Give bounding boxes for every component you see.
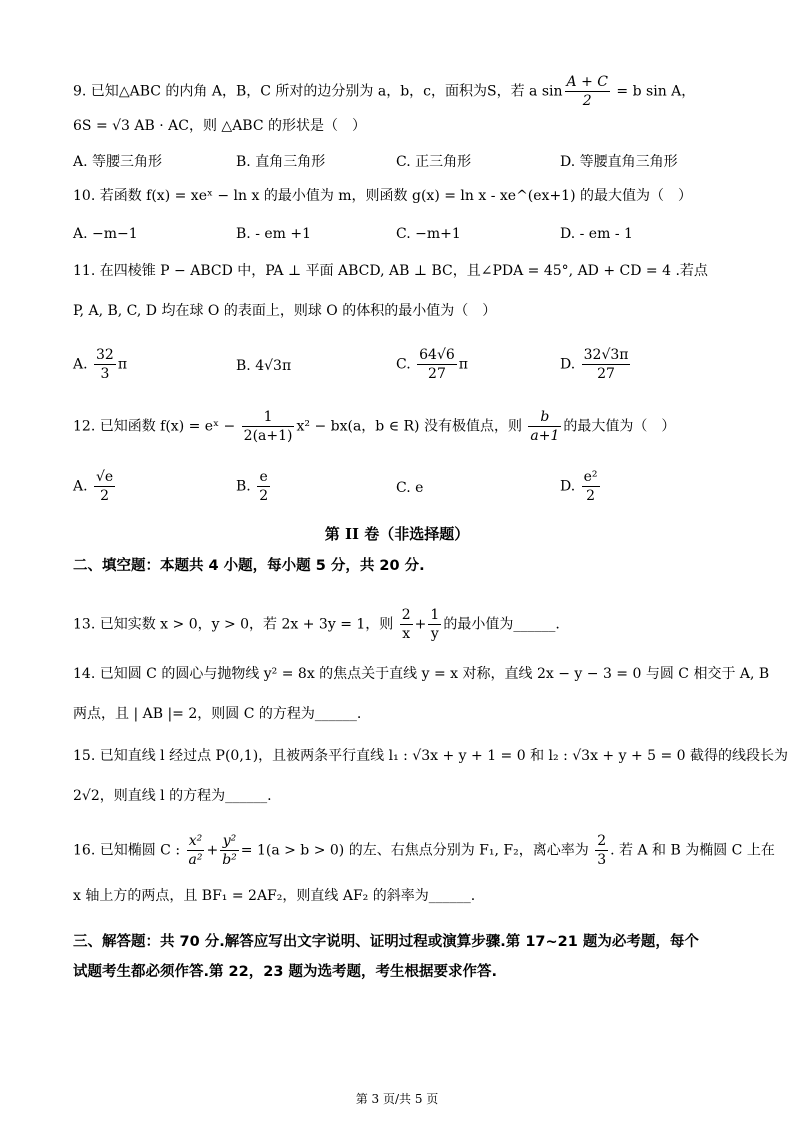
q9-option-a: A. 等腰三角形 [73, 154, 163, 170]
section2-heading: 二、填空题：本题共 4 小题，每小题 5 分，共 20 分. [73, 558, 425, 574]
q15-line1: 15. 已知直线 l 经过点 P(0,1)，且被两条平行直线 l₁ : √3x + y + 1 = 0 和 l₂ : √3x + y + 5 = 0 截得的线段长为 [73, 748, 789, 764]
q11-option-a: A. $\frac{32}{3}$ π [73, 347, 128, 382]
section3-line2: 试题考生都必须作答.第 22，23 题为选考题，考生根据要求作答. [73, 964, 497, 980]
q10-option-a: A. −m−1 [73, 226, 138, 242]
q9-line2: 6S = √3 AB · AC，则 △ABC 的形状是（ ） [73, 118, 367, 134]
q13-stem: 13. 已知实数 x > 0，y > 0，若 2x + 3y = 1，则 $\frac{2}{x}$ + $\frac{1}{y}$ 的最小值为______. [73, 607, 560, 642]
q10-option-b: B. - em +1 [236, 226, 312, 242]
q12-fraction-1: $\frac{1}{2(a+1)}$ [243, 409, 293, 444]
q9-triangle: △ABC [118, 83, 161, 100]
q9-option-b: B. 直角三角形 [236, 154, 326, 170]
q11-line1: 11. 在四棱锥 P − ABCD 中，PA ⊥ 平面 ABCD, AB ⊥ BC，且∠PDA = 45°, AD + CD = 4 .若点 [73, 263, 708, 279]
q9-mid: 的内角 A，B，C 所对的边分别为 a，b，c，面积为S，若 a sin [160, 83, 563, 100]
q9-suffix: = b sin A， [611, 83, 696, 100]
q12-option-d: D. $\frac{\text{e²}}{2}$ [560, 469, 598, 504]
q15-line2: 2√2，则直线 l 的方程为______. [73, 788, 272, 804]
q12-stem: 12. 已知函数 f(x) = eˣ − $\frac{1}{2(a+1)}$ x² − bx(a，b ∈ R) 没有极值点，则 $\frac{b}{a+1}$ 的最大值为（ ） [73, 409, 676, 444]
q9-line1 [73, 73, 695, 110]
q16-line2: x 轴上方的两点，且 BF₁ = 2AF₂，则直线 AF₂ 的斜率为______. [73, 888, 476, 904]
q9-prefix: 9. 已知 [73, 83, 119, 100]
q12-option-b: B. $\frac{e}{2}$ [236, 469, 269, 504]
q11-option-d: D. $\frac{32√3\pi}{27}$ [560, 347, 629, 382]
q12-option-c: C. e [396, 480, 424, 496]
q11-option-b: B. 4√3π [236, 358, 292, 374]
q11-c-fraction: $\frac{64√6}{27}$ [419, 347, 455, 382]
page-footer: 第 3 页/共 5 页 [355, 1092, 439, 1106]
part2-title: 第 II 卷（非选择题） [324, 525, 470, 543]
q16-line1: 16. 已知椭圆 C : $\frac{\text{x²}}{\text{a²}}$ + $\frac{\text{y²}}{\text{b²}}$ = 1(a > b > 0) 的左、右焦点分别为 F₁, F₂，离心率为 $\frac{2}{3}$ . 若 A 和 B 为椭圆 C 上在 [73, 833, 775, 868]
q11-a-fraction: $\frac{32}{3}$ [96, 347, 114, 382]
q11-option-c: C. $\frac{64√6}{27}$ π [396, 347, 468, 382]
q14-line1: 14. 已知圆 C 的圆心与抛物线 y² = 8x 的焦点关于直线 y = x 对称，直线 2x − y − 3 = 0 与圆 C 相交于 A, B [73, 666, 770, 682]
q14-line2: 两点，且 | AB |= 2，则圆 C 的方程为______. [73, 706, 362, 722]
q12-fraction-2: $\frac{b}{a+1}$ [530, 409, 560, 444]
q12-option-a: A. $\frac{√e}{2}$ [73, 469, 114, 504]
q9-option-c: C. 正三角形 [396, 154, 472, 170]
section3-line1: 三、解答题：共 70 分.解答应写出文字说明、证明过程或演算步骤.第 17~21 题为必考题，每个 [73, 934, 699, 950]
q11-d-fraction: $\frac{32√3\pi}{27}$ [583, 347, 629, 382]
q9-option-d: D. 等腰直角三角形 [560, 154, 678, 170]
q9-fraction: $\frac{A + C}{2}$ [566, 74, 608, 109]
q10-stem: 10. 若函数 f(x) = xeˣ − ln x 的最小值为 m，则函数 g(x) = ln x - xe^(ex+1) 的最大值为（ ） [73, 188, 692, 204]
q10-option-d: D. - em - 1 [560, 226, 633, 242]
q10-option-c: C. −m+1 [396, 226, 461, 242]
q11-line2: P, A, B, C, D 均在球 O 的表面上，则球 O 的体积的最小值为（ ） [73, 303, 497, 319]
